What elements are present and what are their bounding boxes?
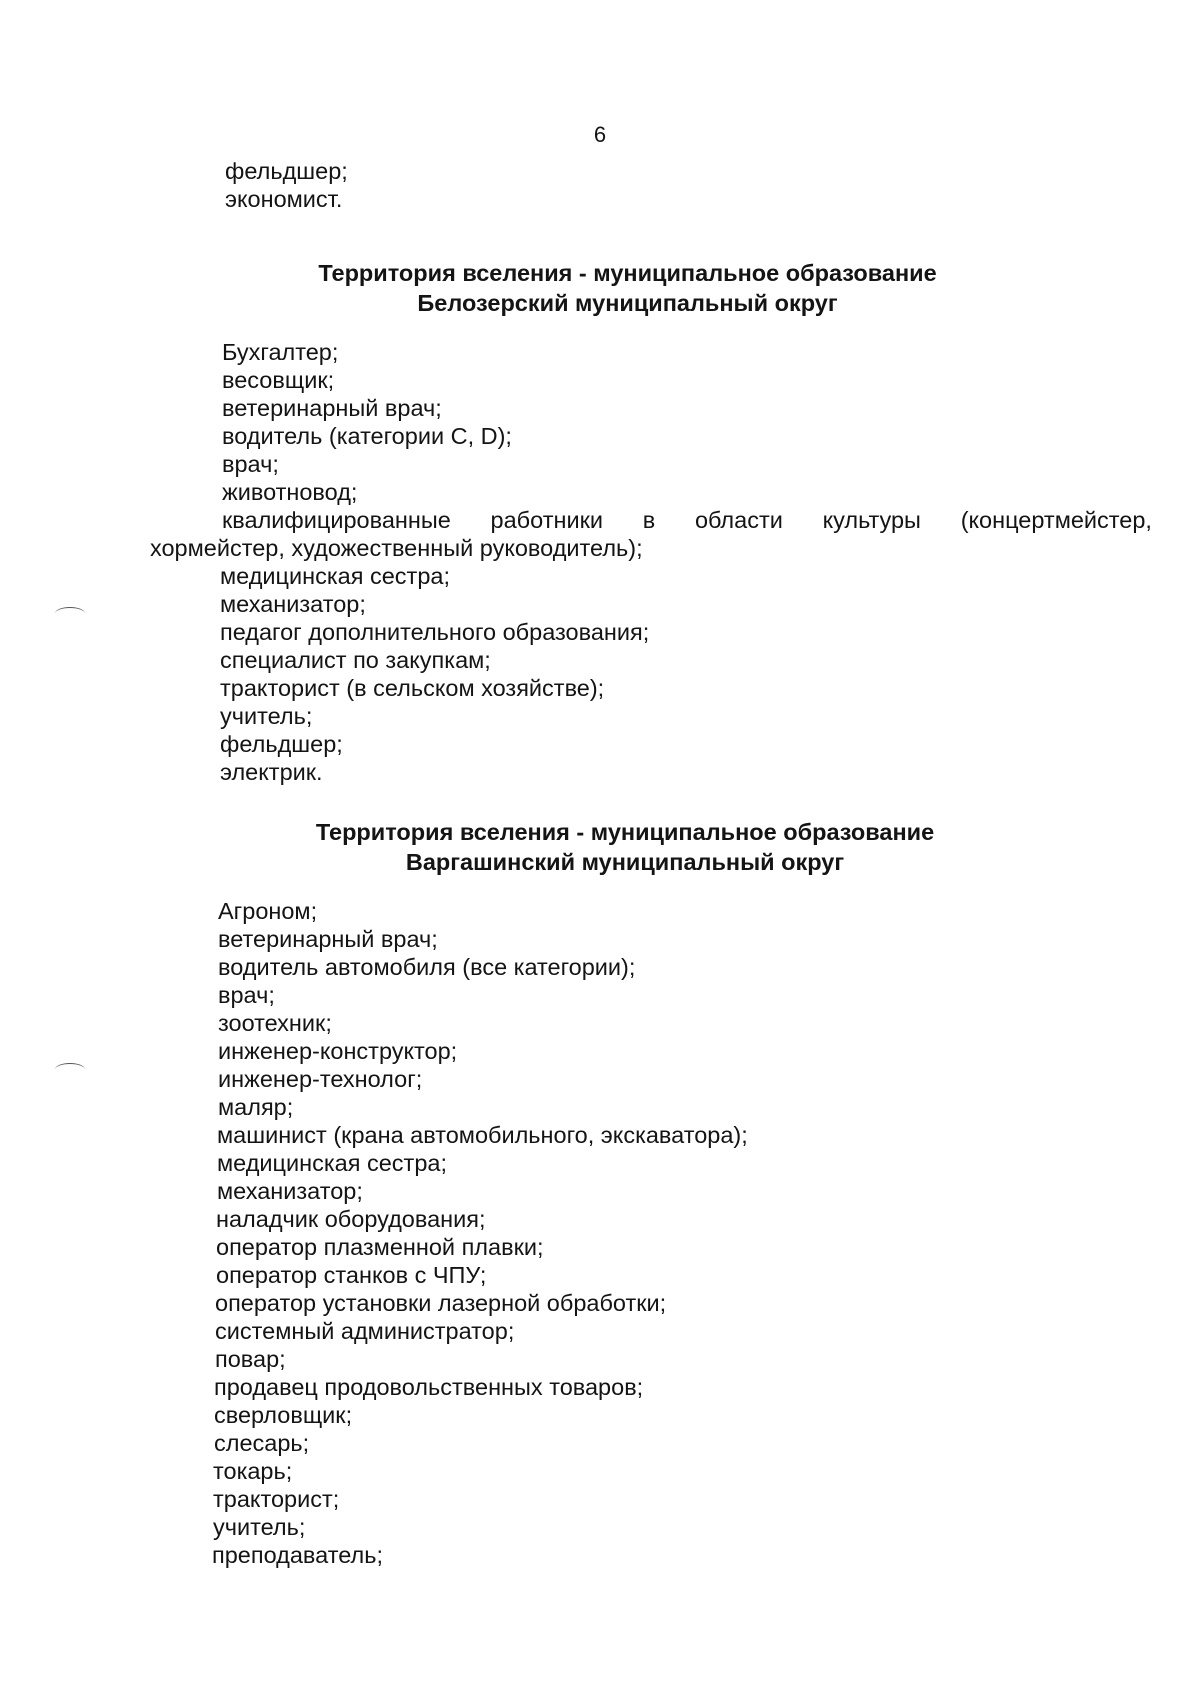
- section-heading-line: Территория вселения - муниципальное образование: [318, 260, 937, 286]
- list-item: учитель;: [213, 1514, 306, 1540]
- section-heading-belozersky: [0, 258, 1200, 318]
- list-item: ветеринарный врач;: [218, 926, 438, 952]
- word: в: [642, 507, 656, 533]
- list-item: педагог дополнительного образования;: [220, 619, 650, 645]
- list-item: специалист по закупкам;: [220, 647, 491, 673]
- list-item: зоотехник;: [218, 1010, 332, 1036]
- list-item: слесарь;: [214, 1430, 310, 1456]
- list-item: тракторист;: [213, 1486, 340, 1512]
- list-item-continuation: хормейстер, художественный руководитель);: [150, 535, 643, 561]
- list-item: животновод;: [222, 479, 358, 505]
- list-item: медицинская сестра;: [220, 563, 450, 589]
- list-item: сверловщик;: [214, 1402, 353, 1428]
- section-list-belozersky: [0, 338, 1200, 786]
- word: работники: [490, 507, 603, 533]
- list-item: Агроном;: [218, 898, 318, 924]
- list-item: ветеринарный врач;: [222, 395, 442, 421]
- list-item: механизатор;: [220, 591, 366, 617]
- list-item: инженер-технолог;: [218, 1066, 423, 1092]
- section-heading-vargashinsky: [0, 817, 1200, 877]
- list-item: механизатор;: [217, 1178, 363, 1204]
- list-item: фельдшер;: [225, 158, 348, 184]
- list-item: тракторист (в сельском хозяйстве);: [220, 675, 605, 701]
- list-item: инженер-конструктор;: [218, 1038, 458, 1064]
- list-item-justified: [222, 506, 1152, 534]
- list-item: токарь;: [213, 1458, 293, 1484]
- word: области: [694, 507, 783, 533]
- section-heading-line: Варгашинский муниципальный округ: [405, 849, 845, 875]
- list-item: наладчик оборудования;: [216, 1206, 486, 1232]
- list-item: учитель;: [220, 703, 313, 729]
- list-item: врач;: [222, 451, 279, 477]
- section-heading-line: Территория вселения - муниципальное образование: [315, 819, 935, 845]
- list-item: экономист.: [225, 186, 343, 212]
- list-item: преподаватель;: [212, 1542, 383, 1568]
- list-item: электрик.: [220, 759, 323, 785]
- list-item: водитель автомобиля (все категории);: [218, 954, 636, 980]
- list-item: врач;: [218, 982, 275, 1008]
- list-item: маляр;: [218, 1094, 294, 1120]
- word: (концертмейстер,: [960, 507, 1152, 533]
- list-item: повар;: [215, 1346, 286, 1372]
- list-item: машинист (крана автомобильного, экскаватора);: [217, 1122, 748, 1148]
- list-item: весовщик;: [222, 367, 335, 393]
- section-heading-line: Белозерский муниципальный округ: [417, 290, 838, 316]
- list-item: оператор установки лазерной обработки;: [215, 1290, 667, 1316]
- list-item: оператор станков с ЧПУ;: [216, 1262, 487, 1288]
- punch-hole-mark: [55, 1063, 85, 1076]
- punch-hole-mark: [55, 607, 85, 620]
- list-item: фельдшер;: [220, 731, 343, 757]
- page-number: 6: [593, 122, 607, 147]
- intro-list: [0, 157, 1200, 213]
- list-item: оператор плазменной плавки;: [216, 1234, 544, 1260]
- list-item: Бухгалтер;: [222, 339, 339, 365]
- section-list-vargashinsky: [0, 897, 1200, 1569]
- list-item: продавец продовольственных товаров;: [214, 1374, 644, 1400]
- list-item: медицинская сестра;: [217, 1150, 447, 1176]
- word: квалифицированные: [222, 507, 451, 533]
- list-item: системный администратор;: [215, 1318, 515, 1344]
- word: культуры: [822, 507, 921, 533]
- list-item: водитель (категории С, D);: [222, 423, 512, 449]
